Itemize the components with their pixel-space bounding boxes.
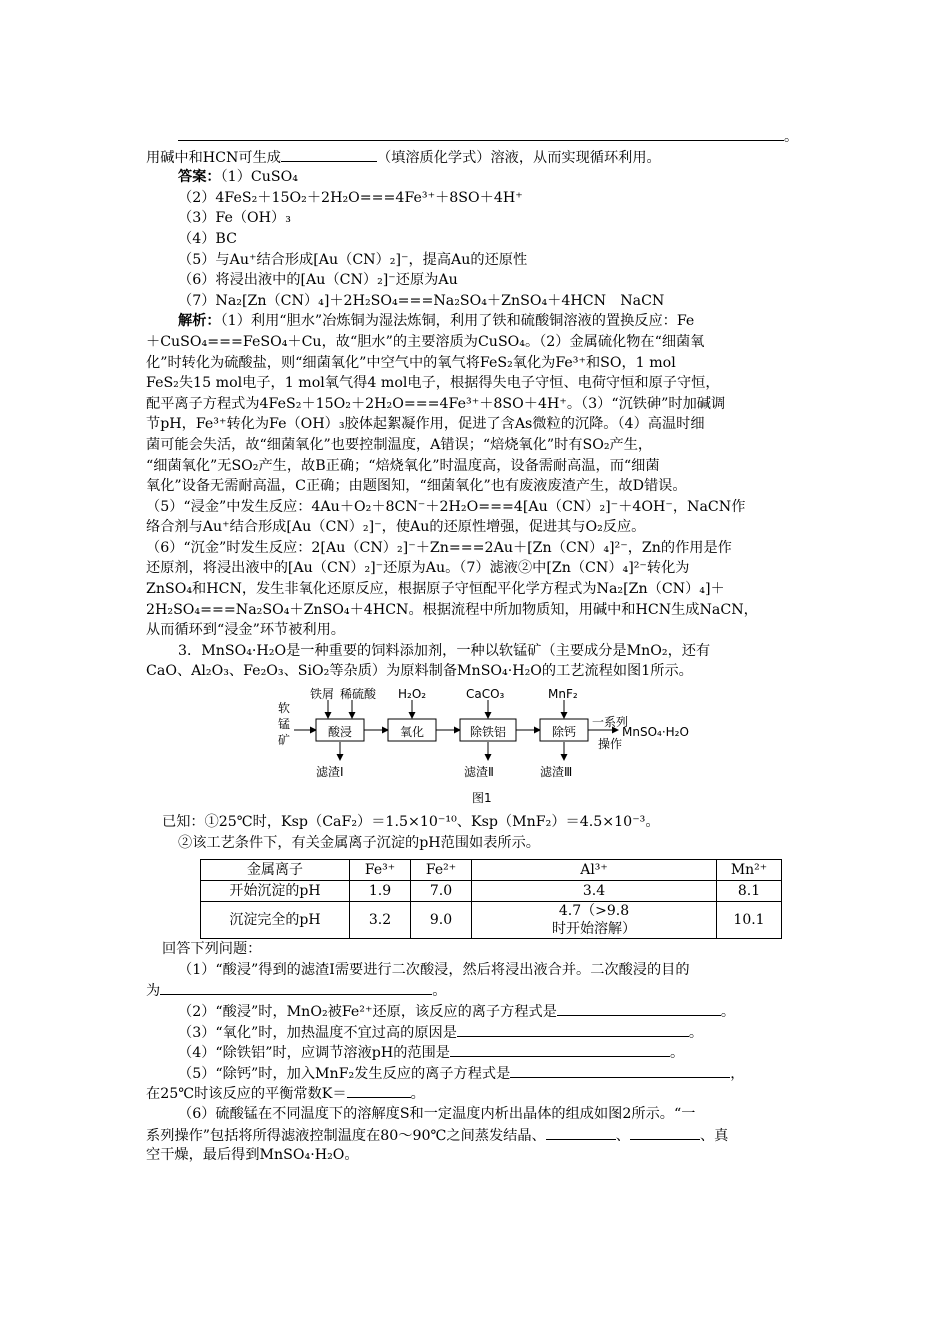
reagent-mnf2: MnF₂	[548, 687, 578, 702]
analysis-line: ZnSO₄和HCN，发生非氧化还原反应，根据原子守恒配平化学方程式为Na₂[Zn（CN）₄]＋	[146, 581, 725, 598]
q3-1-line-1: （1）“酸浸”得到的滤渣Ⅰ需要进行二次酸浸，然后将浸出液合并。二次酸浸的目的	[178, 961, 690, 978]
table-cell: 1.9	[350, 881, 411, 902]
hcn-question-line: 用碱中和HCN可生成 （填溶质化学式）溶液，从而实现循环利用。	[146, 147, 810, 168]
q3-4: （4）“除铁铝”时，应调节溶液pH的范围是 。	[146, 1042, 810, 1063]
answer-2: （2）4FeS₂＋15O₂＋2H₂O===4Fe³⁺＋8SO＋4H⁺	[178, 189, 523, 206]
questions-intro: 回答下列问题：	[162, 941, 262, 958]
table-header: 金属离子	[201, 860, 350, 881]
table-cell: 8.1	[717, 881, 782, 902]
question-3-line-2: CaO、Al₂O₃、Fe₂O₃、SiO₂等杂质）为原料制备MnSO₄·H₂O的工艺流程如图1所示。	[146, 663, 693, 680]
analysis-line: “细菌氧化”无SO₂产生，故B正确；“焙烧氧化”时温度高，设备需耐高温，而“细菌	[146, 457, 660, 474]
analysis-line: 还原剂，将浸出液中的[Au（CN）₂]⁻还原为Au。（7）滤液②中[Zn（CN）₄]²⁻转化为	[146, 560, 690, 577]
analysis-line: 配平离子方程式为4FeS₂＋15O₂＋2H₂O===4Fe³⁺＋8SO＋4H⁺。（3）“沉铁砷”时加碱调	[146, 395, 726, 412]
residue-3: 滤渣Ⅲ	[540, 765, 573, 780]
table-cell-al: 4.7（>9.8 时开始溶解）	[472, 902, 717, 939]
answer-5: （5）与Au⁺结合形成[Au（CN）₂]⁻，提高Au的还原性	[178, 251, 528, 268]
q3-6-line-2: 系列操作”包括将所得滤液控制温度在80～90℃之间蒸发结晶、 、 、真	[146, 1125, 810, 1146]
answer-7: （7）Na₂[Zn（CN）₄]＋2H₂SO₄===Na₂SO₄＋ZnSO₄＋4HCN NaCN	[178, 292, 665, 309]
table-header: Fe²⁺	[411, 860, 472, 881]
raw-material-label: 软 锰 矿	[277, 701, 290, 748]
analysis-line: 络合剂与Au⁺结合形成[Au（CN）₂]⁻，使Au的还原性增强，促进其与O₂反应。	[146, 519, 646, 536]
table-header: Al³⁺	[472, 860, 717, 881]
ph-table	[200, 859, 782, 939]
answer-4: （4）BC	[178, 230, 237, 247]
table-cell: 7.0	[411, 881, 472, 902]
q3-1-line-2: 为 。	[146, 980, 810, 1001]
q3-6-line-3: 空干燥，最后得到MnSO₄·H₂O。	[146, 1147, 359, 1164]
table-header: Mn²⁺	[717, 860, 782, 881]
reagent-iron: 铁屑	[310, 687, 335, 702]
analysis-line: （6）“沉金”时发生反应：2[Au（CN）₂]⁻＋Zn===2Au＋[Zn（CN）₄]²⁻，Zn的作用是作	[146, 539, 732, 556]
residue-2: 滤渣Ⅱ	[464, 765, 494, 780]
analysis-line: 从而循环到“浸金”环节被利用。	[146, 622, 345, 639]
table-cell: 3.4	[472, 881, 717, 902]
analysis-line: ＋CuSO₄===FeSO₄＋Cu，故“胆水”的主要溶质为CuSO₄。（2）金属硫化物在“细菌氧	[146, 333, 705, 350]
reagent-acid: 稀硫酸	[340, 687, 377, 702]
step-oxidation: 氧化	[399, 725, 424, 740]
q3-2: （2）“酸浸”时，MnO₂被Fe²⁺还原，该反应的离子方程式是 。	[146, 1001, 810, 1022]
answer-label: 答案：（1）CuSO₄	[178, 169, 298, 186]
table-row	[201, 881, 782, 902]
table-cell: 9.0	[411, 902, 472, 939]
analysis-line: 化”时转化为硫酸盐，则“细菌氧化”中空气中的氧气将FeS₂氧化为Fe³⁺和SO，1 mol	[146, 354, 676, 371]
table-header-row	[201, 860, 782, 881]
q3-6-line-1: （6）硫酸锰在不同温度下的溶解度S和一定温度内析出晶体的组成如图2所示。“一	[178, 1105, 696, 1122]
table-cell: 10.1	[717, 902, 782, 939]
product-label: MnSO₄·H₂O	[622, 725, 689, 740]
question-3-line-1: 3．MnSO₄·H₂O是一种重要的饲料添加剂，一种以软锰矿（主要成分是MnO₂，还有	[178, 642, 711, 659]
table-header: Fe³⁺	[350, 860, 411, 881]
document-page	[146, 126, 810, 1166]
process-flow-figure	[276, 682, 736, 812]
known-line-1: 已知：①25℃时，Ksp（CaF₂）＝1.5×10⁻¹⁰、Ksp（MnF₂）＝4.5×10⁻³。	[162, 814, 660, 831]
analysis-line: 节pH，Fe³⁺转化为Fe（OH）₃胶体起絮凝作用，促进了含As微粒的沉降。（4）高温时细	[146, 416, 705, 433]
known-line-2: ②该工艺条件下，有关金属离子沉淀的pH范围如表所示。	[178, 834, 540, 851]
analysis-line: 菌可能会失活，故“细菌氧化”也要控制温度，A错误；“焙烧氧化”时有SO₂产生，	[146, 436, 653, 453]
analysis-line: FeS₂失15 mol电子，1 mol氧气得4 mol电子，根据得失电子守恒、电荷守恒和原子守恒，	[146, 375, 720, 392]
residue-1: 滤渣Ⅰ	[316, 765, 344, 780]
table-cell: 3.2	[350, 902, 411, 939]
analysis-first-line: 解析：（1）利用“胆水”冶炼铜为湿法炼铜，利用了铁和硫酸铜溶液的置换反应：Fe	[178, 313, 695, 330]
q3-3: （3）“氧化”时，加热温度不宜过高的原因是 。	[146, 1022, 810, 1043]
answer-3: （3）Fe（OH）₃	[178, 210, 291, 227]
analysis-line: 2H₂SO₄===Na₂SO₄＋ZnSO₄＋4HCN。根据流程中所加物质知，用碱中和HCN生成NaCN，	[146, 601, 758, 618]
operation-label-bottom: 操作	[598, 737, 623, 752]
reagent-caco3: CaCO₃	[466, 687, 505, 702]
table-cell: 沉淀完全的pH	[201, 902, 350, 939]
reagent-h2o2: H₂O₂	[398, 687, 427, 702]
analysis-line: （5）“浸金”中发生反应：4Au＋O₂＋8CN⁻＋2H₂O===4[Au（CN）₂]⁻＋4OH⁻，NaCN作	[146, 498, 746, 515]
step-remove-ca: 除钙	[551, 725, 576, 740]
step-acid-leach: 酸浸	[327, 725, 352, 740]
table-row	[201, 902, 782, 939]
operation-label-top: 一系列	[592, 715, 629, 730]
table-cell: 开始沉淀的pH	[201, 881, 350, 902]
analysis-line: 氧化”设备无需耐高温，C正确；由题图知，“细菌氧化”也有废液废渣产生，故D错误。	[146, 478, 687, 495]
q3-5-k: 在25℃时该反应的平衡常数K＝ 。	[146, 1083, 810, 1104]
answer-6: （6）将浸出液中的[Au（CN）₂]⁻还原为Au	[178, 272, 458, 289]
blank-line: 。	[146, 126, 810, 147]
q3-5: （5）“除钙”时，加入MnF₂发生反应的离子方程式是 ，	[146, 1063, 810, 1084]
figure-caption: 图1	[472, 791, 492, 806]
step-remove-fe-al: 除铁铝	[469, 725, 506, 740]
